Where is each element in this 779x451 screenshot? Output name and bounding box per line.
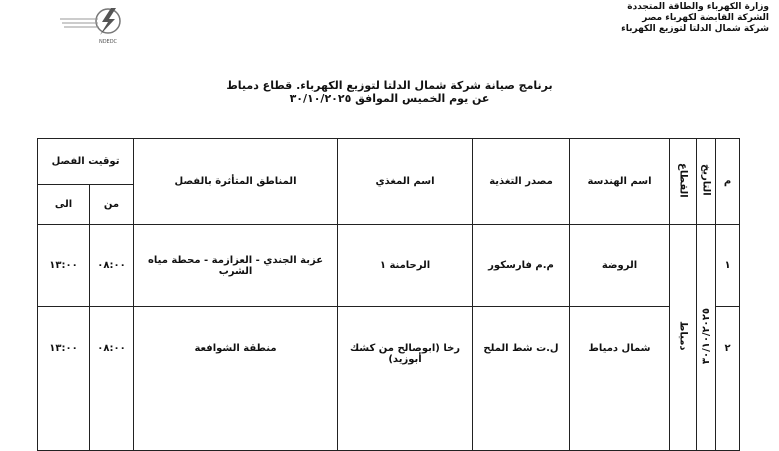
header-areas: المناطق المتأثرة بالفصل xyxy=(134,139,338,225)
date-cell: ٣٠/١٠/٢٠٢٥ xyxy=(697,225,716,451)
document-title: برنامج صيانة شركة شمال الدلتا لتوزيع الكهرباء. قطاع دمياط xyxy=(226,79,553,92)
source-cell: ل.ت شط الملح xyxy=(473,307,570,451)
feeder-cell: رخا (ابوصالح من كشك أبوزيد) xyxy=(338,307,473,451)
header-engineering: اسم الهندسة xyxy=(570,139,670,225)
company-logo xyxy=(58,4,124,46)
header-from: من xyxy=(90,185,134,225)
header-source: مصدر التغذية xyxy=(473,139,570,225)
engineering-cell: الروضة xyxy=(570,225,670,307)
svg-text:NDEDC: NDEDC xyxy=(98,39,118,45)
header-num: م xyxy=(716,139,740,225)
source-cell: م.م فارسكور xyxy=(473,225,570,307)
areas-cell: منطقة الشوافعة xyxy=(134,307,338,451)
header-date: التاريخ xyxy=(697,139,716,225)
row-num: ١ xyxy=(716,225,740,307)
row-num: ٢ xyxy=(716,307,740,451)
sector-cell: دمياط xyxy=(670,225,697,451)
table-row xyxy=(38,307,740,451)
lightning-logo-icon xyxy=(58,4,124,46)
maintenance-schedule-table xyxy=(37,138,740,451)
areas-cell: عزبة الجندي - العزازمة - محطة مياه الشرب xyxy=(134,225,338,307)
engineering-cell: شمال دمياط xyxy=(570,307,670,451)
distribution-company-line: شركة شمال الدلتا لتوزيع الكهرباء xyxy=(621,24,769,34)
holding-company-line: الشركة القابضة لكهرباء مصر xyxy=(642,13,769,23)
to-time-cell: ١٣:٠٠ xyxy=(38,307,90,451)
header-to: الى xyxy=(38,185,90,225)
header-sector: القطاع xyxy=(670,139,697,225)
ministry-header xyxy=(621,2,769,35)
ministry-line: وزارة الكهرباء والطاقة المتجددة xyxy=(627,2,769,12)
header-feeder: اسم المغذي xyxy=(338,139,473,225)
header-time: توقيت الفصل xyxy=(38,139,134,185)
from-time-cell: ٠٨:٠٠ xyxy=(90,307,134,451)
table-row xyxy=(38,225,740,307)
from-time-cell: ٠٨:٠٠ xyxy=(90,225,134,307)
to-time-cell: ١٣:٠٠ xyxy=(38,225,90,307)
document-date-line: عن يوم الخميس الموافق ٣٠/١٠/٢٠٢٥ xyxy=(289,92,490,105)
feeder-cell: الرحامنة ١ xyxy=(338,225,473,307)
